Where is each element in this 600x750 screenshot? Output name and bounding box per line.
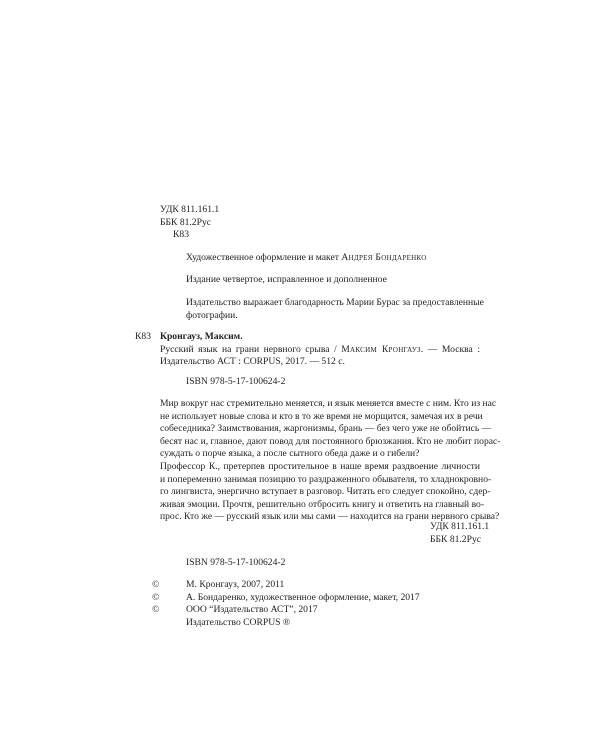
bibliographic-record: [160, 331, 480, 369]
copyright-block: [152, 579, 420, 629]
copyright-line: © М. Кронгауз, 2007, 2011: [152, 579, 285, 590]
design-credit: [186, 252, 427, 265]
bbk-code-bottom: ББК 81.2Рус: [430, 533, 481, 545]
bib-publisher-line: Издательство АСТ : CORPUS, 2017. — 512 с.: [160, 356, 345, 368]
copyright-line: © ООО “Издательство АСТ”, 2017: [152, 604, 318, 616]
isbn-top: ISBN 978-5-17-100624-2: [186, 376, 286, 387]
copyright-icon: ©: [152, 579, 160, 590]
udk-code-bottom: УДК 811.161.1: [430, 521, 490, 532]
copyright-line: © А. Бондаренко, художественное оформление, макет, 2017: [152, 591, 420, 603]
copyright-icon: ©: [152, 604, 160, 616]
udk-code: УДК 811.161.1: [160, 204, 220, 215]
annotation: Мир вокруг нас стремительно меняется, и язык меняется вместе с ним. Кто из нас не использует новые слова и кто в то же время не морщится, замечая их в речи собеседника? Заимствования, жаргонизмы, брань — без чего уже не обойтись — бесят нас и, главное, дают повод для постоянного брюзжания. Кто не любит порас- суждать о порче языка, а после сытного обеда даже и о гибели? Профессор К., претерпев простительное в наше время раздвоение личности и попеременно занимая позицию то раздраженного обывателя, то хладнокровно- го лингвиста, энергично вступает в разговор. Читать его следует спокойно, сдер- живая эмоции. Прочтя, решительно отбросить книгу и ответить на главный во- прос. Кто же — русский язык или мы сами — находится на грани нервного срыва?: [160, 398, 501, 523]
design-credit-name: Андрея Бондаренко: [341, 252, 427, 263]
gratitude-note: Издательство выражает благодарность Марии Бурас за предоставленные фотографии.: [186, 297, 484, 321]
bbk-code: ББК 81.2Рус: [160, 216, 211, 228]
author-mark: К83: [173, 229, 189, 241]
imprint-line: Издательство CORPUS ®: [186, 616, 291, 628]
bib-title-line: Русский язык на грани нервного срыва / Максим Кронгауз. — Москва :: [160, 343, 480, 355]
copyright-icon: ©: [152, 591, 160, 603]
classification-bottom: [430, 521, 489, 546]
isbn-bottom: ISBN 978-5-17-100624-2: [186, 557, 286, 568]
classification-top: [160, 204, 219, 242]
bib-author-mark: К83: [135, 331, 151, 342]
design-credit-prefix: Художественное оформление и макет: [186, 252, 339, 263]
bib-author: Кронгауз, Максим.: [160, 331, 243, 342]
edition-note: Издание четвертое, исправленное и дополненное: [186, 274, 387, 285]
